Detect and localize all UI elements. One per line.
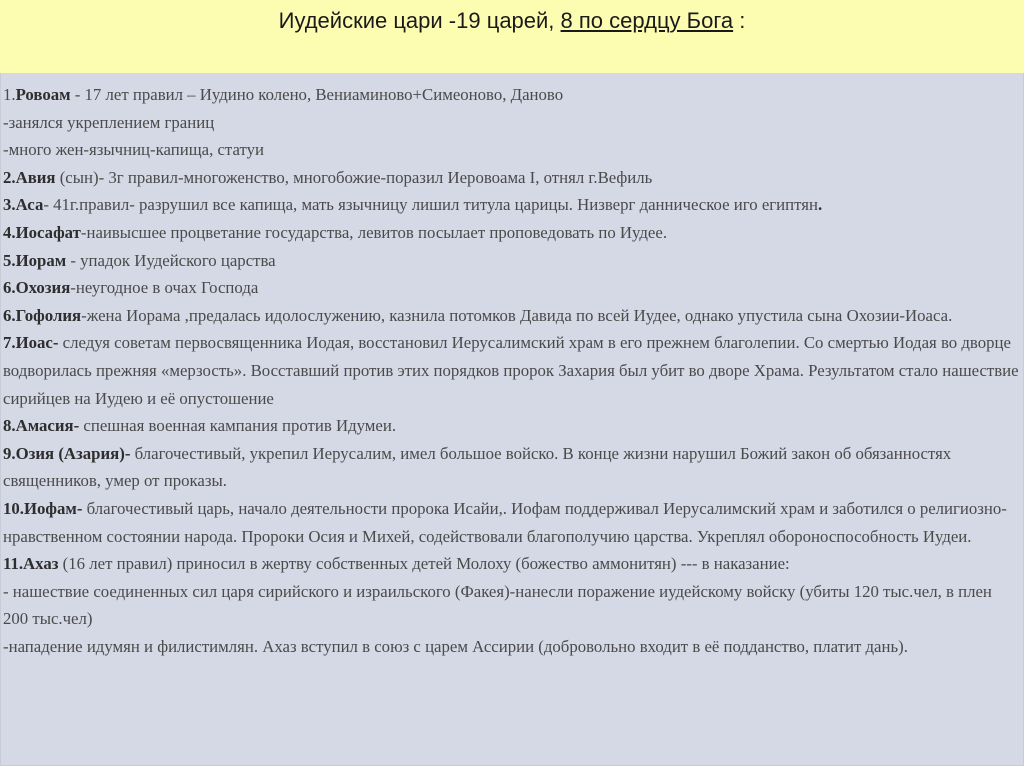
list-line: 3.Аса- 41г.правил- разрушил все капища, мать язычницу лишил титула царицы. Низверг данническое иго египтян.: [3, 195, 823, 215]
content-panel: [0, 73, 1024, 766]
title-tail: :: [733, 8, 746, 33]
slide-title: [0, 8, 1024, 34]
list-line: 6.Охозия-неугодное в очах Господа: [3, 278, 259, 298]
king-name: Ровоам: [15, 85, 71, 104]
king-name: 2.Авия: [3, 167, 56, 187]
list-line: - нашествие соединенных сил царя сирийского и израильского (Факея)-нанесли поражение иудейскому войску (убиты 120 тыс.чел, в плен 200 тыс.чел): [3, 581, 992, 629]
title-bar: [0, 0, 1024, 74]
list-line: -занялся укреплением границ: [3, 112, 215, 132]
kings-list: [3, 81, 1019, 660]
king-name: 6.Охозия: [3, 278, 71, 298]
king-name: 3.Аса: [3, 195, 44, 215]
list-line: 4.Иосафат-наивысшее процветание государства, левитов посылает проповедовать по Иудее.: [3, 222, 668, 242]
king-name: 10.Иофам-: [3, 498, 83, 518]
king-name: 9.Озия (Азария)-: [3, 443, 131, 463]
list-line: -нападение идумян и филистимлян. Ахаз вступил в союз с царем Ассирии (добровольно входит в её подданство, платит дань).: [3, 636, 908, 656]
title-main: Иудейские цари -19 царей,: [278, 8, 561, 33]
list-line: -много жен-язычниц-капища, статуи: [3, 140, 264, 160]
title-underlined: 8 по сердцу Бога: [560, 8, 734, 33]
list-line: 9.Озия (Азария)- благочестивый, укрепил Иерусалим, имел большое войско. В конце жизни нарушил Божий закон об обязанностях священников, умер от проказы.: [3, 443, 952, 491]
list-line: 6.Гофолия-жена Иорама ,предалась идолослужению, казнила потомков Давида по всей Иудее, однако упустила сына Охозии-Иоаса.: [3, 305, 953, 325]
king-name: 11.Ахаз: [3, 554, 59, 574]
king-name: 5.Иорам: [3, 250, 67, 270]
list-line: 1.Ровоам - 17 лет правил – Иудино колено, Вениаминово+Симеоново, Даново: [3, 85, 564, 104]
king-name: 8.Амасия-: [3, 416, 80, 436]
king-name: 6.Гофолия: [3, 305, 82, 325]
list-line: 11.Ахаз (16 лет правил) приносил в жертву собственных детей Молоху (божество аммонитян) --- в наказание:: [3, 554, 790, 574]
king-name: 7.Иоас-: [3, 333, 59, 353]
king-name: 4.Иосафат: [3, 222, 81, 242]
list-line: 2.Авия (сын)- 3г правил-многоженство, многобожие-поразил Иеровоама I, отнял г.Вефиль: [3, 167, 653, 187]
list-line: 10.Иофам- благочестивый царь, начало деятельности пророка Исайи,. Иофам поддерживал Иерусалимский храм и заботился о религиозно-нравственном состоянии народа. Пророки Осия и Михей, содействовали благополучию царства. Укреплял обороноспособность Иудеи.: [3, 498, 1007, 546]
list-line: 7.Иоас- следуя советам первосвященника Иодая, восстановил Иерусалимский храм в его прежнем благолепии. Со смертью Иодая во дворце водворилась прежняя «мерзость». Восставший против этих порядков пророк Захария был убит во дворе Храма. Результатом стало нашествие сирийцев на Иудею и её опустошение: [3, 333, 1019, 408]
list-line: 5.Иорам - упадок Иудейского царства: [3, 250, 276, 270]
list-line: 8.Амасия- спешная военная кампания против Идумеи.: [3, 416, 397, 436]
